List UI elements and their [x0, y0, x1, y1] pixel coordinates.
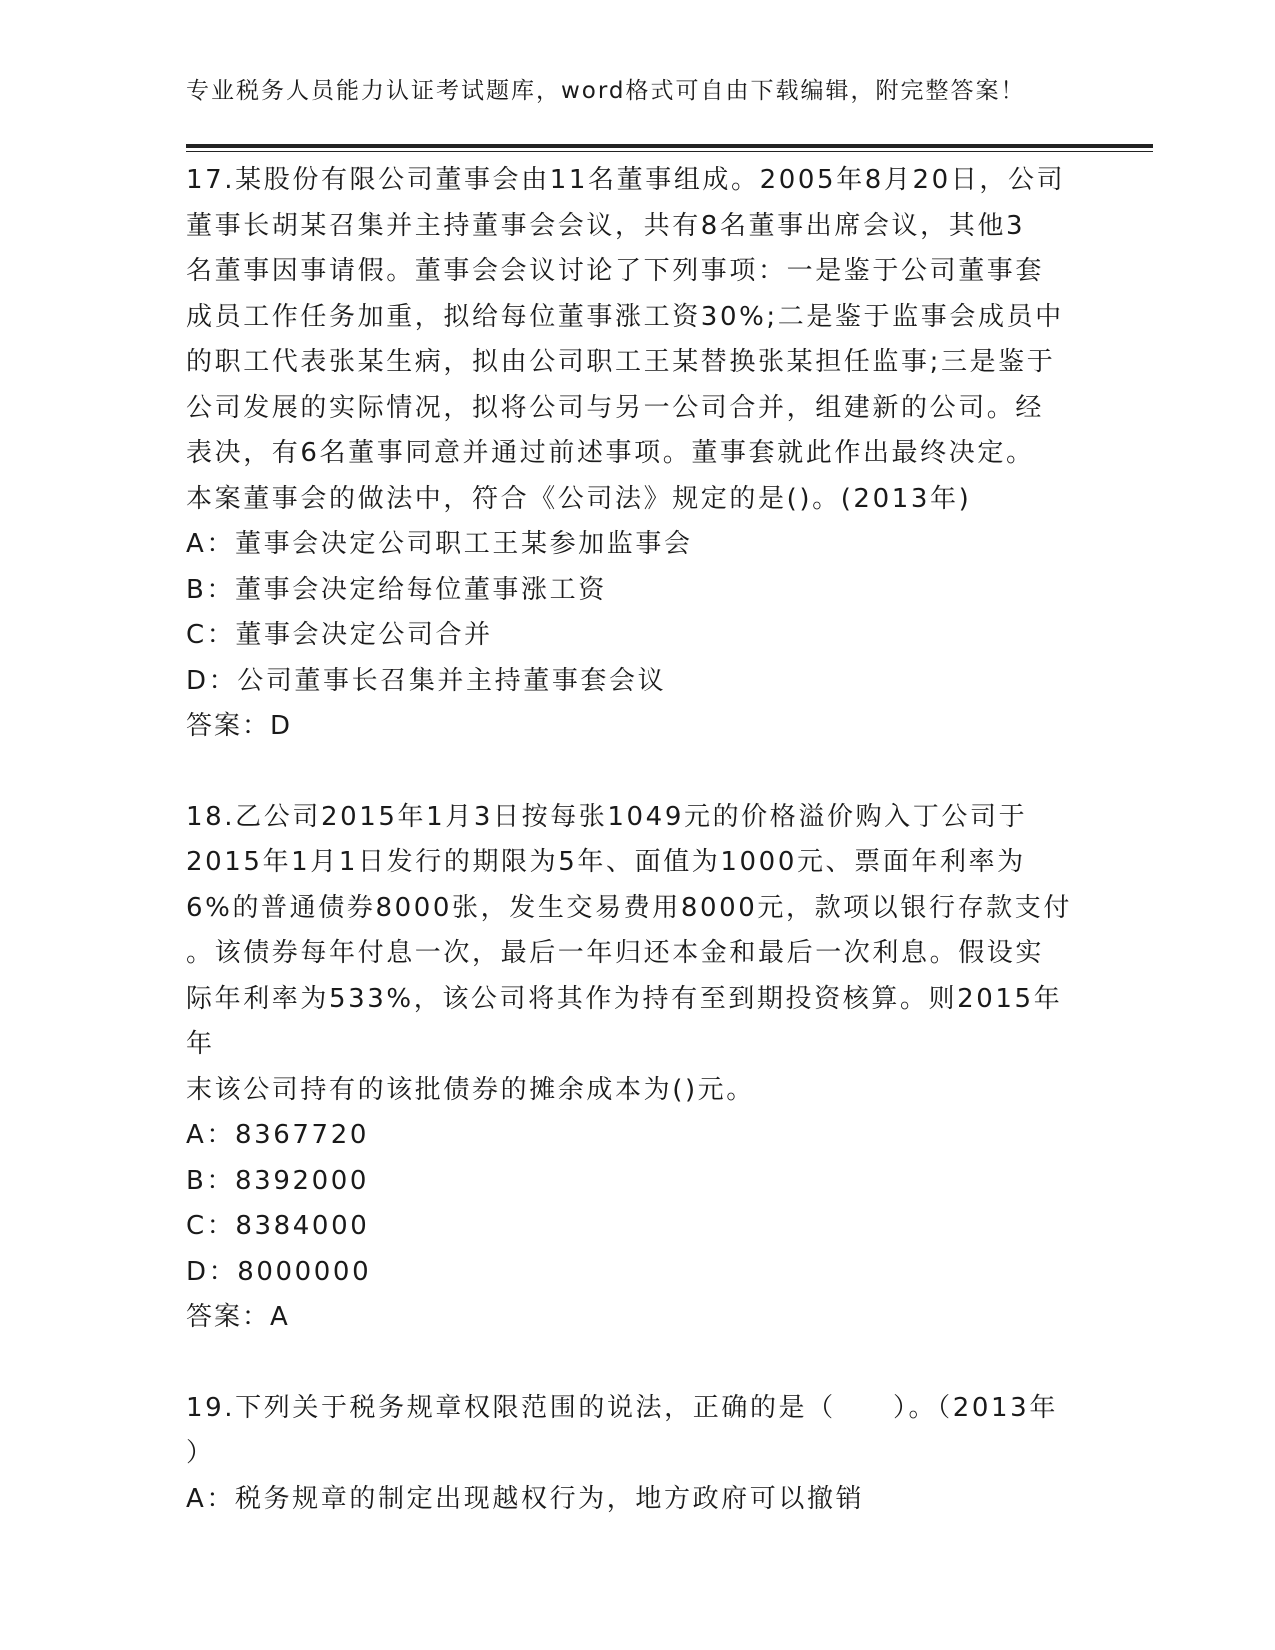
- option-a: A：税务规章的制定出现越权行为，地方政府可以撤销: [186, 1483, 865, 1514]
- answer: 答案：A: [186, 1302, 290, 1332]
- header-rule-thin: [186, 151, 1153, 152]
- option-a: A：董事会决定公司职工王某参加监事会: [186, 529, 693, 559]
- question-text: 19.下列关于税务规章权限范围的说法，正确的是（ ）。（2013年 ）: [186, 1392, 1058, 1468]
- document-body: [186, 158, 1086, 1522]
- question-18: [186, 795, 1086, 1341]
- question-text: 17.某股份有限公司董事会由11名董事组成。2005年8月20日，公司 董事长胡某召集并主持董事会会议，共有8名董事出席会议，其他3 名董事因事请假。董事会会议讨论了下列事项：一是鉴于公司董事套 成员工作任务加重，拟给每位董事涨工资30%;二是鉴于监事会成员中 的职工代表张某生病，拟由公司职工王某替换张某担任监事;三是鉴于 公司发展的实际情况，拟将公司与另一公司合并，组建新的公司。经 表决，有6名董事同意并通过前述事项。董事套就此作出最终决定。 本案董事会的做法中，符合《公司法》规定的是()。(2013年): [186, 165, 1066, 514]
- option-d: D：8000000: [186, 1256, 372, 1287]
- page-header: 专业税务人员能力认证考试题库，word格式可自由下载编辑，附完整答案！: [186, 78, 1026, 104]
- answer: 答案：D: [186, 711, 293, 741]
- option-b: B：董事会决定给每位董事涨工资: [186, 574, 607, 605]
- question-19: [186, 1386, 1086, 1523]
- option-c: C：8384000: [186, 1211, 370, 1241]
- option-c: C：董事会决定公司合并: [186, 620, 493, 650]
- spacer: [186, 1341, 1086, 1386]
- option-d: D：公司董事长召集并主持董事套会议: [186, 665, 667, 696]
- question-text: 18.乙公司2015年1月3日按每张1049元的价格溢价购入丁公司于 2015年1月1日发行的期限为5年、面值为1000元、票面年利率为 6%的普通债券8000张，发生交易费用8000元，款项以银行存款支付 。该债券每年付息一次，最后一年归还本金和最后一次利息。假设实 际年利率为533%，该公司将其作为持有至到期投资核算。则2015年年 末该公司持有的该批债券的摊余成本为()元。: [186, 801, 1072, 1105]
- option-b: B：8392000: [186, 1165, 370, 1196]
- spacer: [186, 750, 1086, 795]
- option-a: A：8367720: [186, 1120, 369, 1150]
- header-rule-thick: [186, 144, 1153, 148]
- question-17: [186, 158, 1086, 750]
